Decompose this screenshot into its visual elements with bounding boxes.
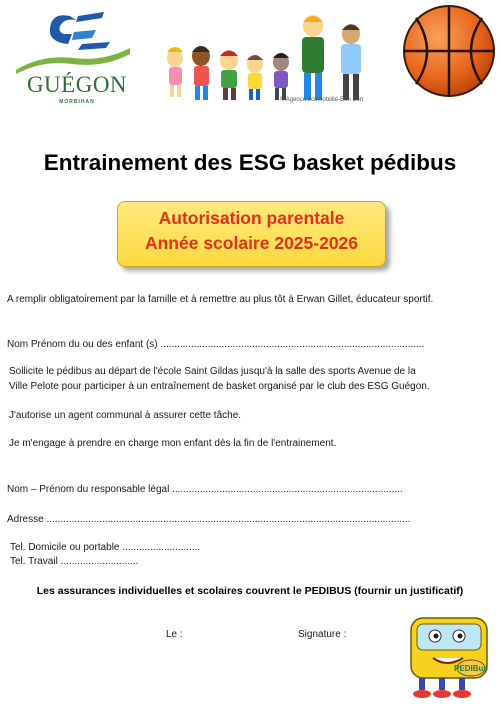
intro-text: A remplir obligatoirement par la famille et à remettre au plus tôt à Erwan Gillet, éducateur sportif. bbox=[7, 294, 434, 305]
work-phone-field: Tel. Travail ............................ bbox=[10, 556, 139, 567]
pedibus-bus-icon bbox=[405, 612, 495, 704]
illustration-credit: © Agence écomobilité-Ben Berr bbox=[280, 97, 364, 103]
authorization-title: Autorisation parentale bbox=[158, 208, 345, 228]
bus-label: PEDIBus bbox=[454, 664, 488, 673]
guardian-name-field: Nom – Prénom du responsable légal ................................................................................... bbox=[7, 484, 403, 495]
logo-subtitle: MORBIHAN bbox=[59, 99, 95, 105]
statement-line-3: Je m'engage à prendre en charge mon enfant dès la fin de l'entrainement. bbox=[9, 438, 337, 449]
page-title: Entrainement des ESG basket pédibus bbox=[43, 150, 457, 175]
home-phone-field: Tel. Domicile ou portable ............................ bbox=[10, 542, 201, 553]
logo-town-name: GUÉGON bbox=[26, 72, 128, 97]
child-name-field: Nom Prénom du ou des enfant (s) ............................................................................................... bbox=[7, 339, 425, 350]
address-field: Adresse ................................................................................................................................... bbox=[7, 514, 411, 525]
authorization-banner bbox=[117, 201, 386, 267]
school-year: Année scolaire 2025-2026 bbox=[144, 233, 359, 253]
guegon-logo bbox=[12, 8, 134, 104]
walking-children-icon bbox=[163, 12, 377, 108]
insurance-notice: Les assurances individuelles et scolaires couvrent le PEDIBUS (fournir un justificatif) bbox=[36, 585, 464, 597]
guegon-logo-icon bbox=[12, 8, 134, 78]
signature-label: Signature : bbox=[298, 629, 347, 640]
date-label: Le : bbox=[166, 629, 183, 640]
statement-line-1a: Sollicite le pédibus au départ de l'école Saint Gildas jusqu'à la salle des sports Avenue de la bbox=[9, 366, 416, 377]
basketball-icon bbox=[402, 4, 496, 98]
statement-line-2: J'autorise un agent communal à assurer cette tâche. bbox=[9, 410, 242, 421]
statement-line-1b: Ville Pelote pour participer à un entraînement de basket organisé par le club des ESG Guégon. bbox=[9, 381, 430, 392]
